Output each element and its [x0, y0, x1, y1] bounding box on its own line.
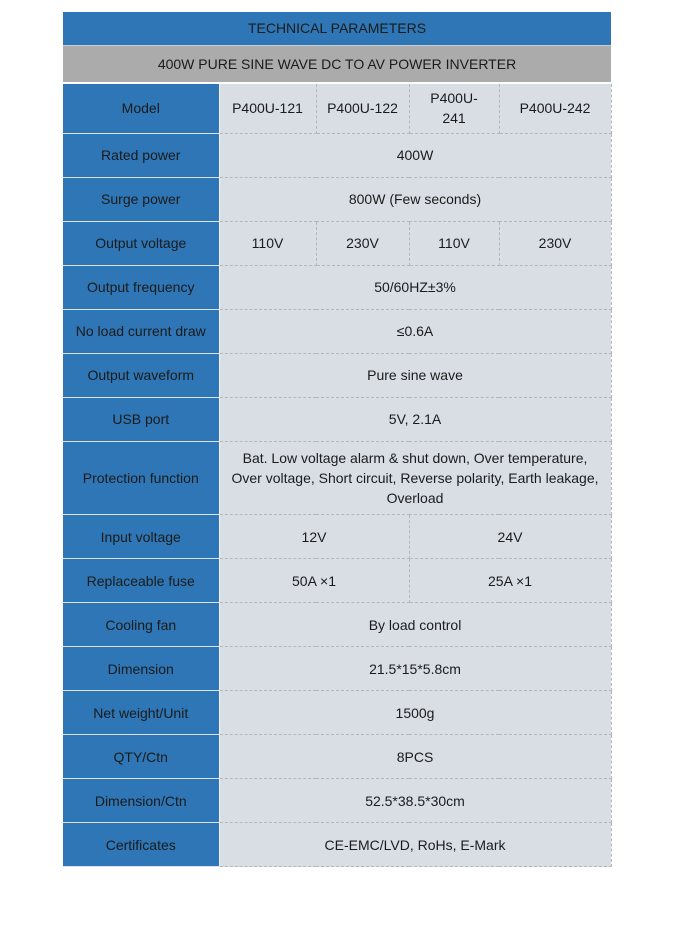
- row-value: 52.5*38.5*30cm: [219, 779, 611, 823]
- row-label: Protection function: [63, 441, 219, 515]
- table-row: [63, 309, 611, 353]
- row-label: Replaceable fuse: [63, 559, 219, 603]
- row-label: Output frequency: [63, 265, 219, 309]
- row-value: P400U-241: [409, 83, 499, 133]
- row-value: 800W (Few seconds): [219, 177, 611, 221]
- table-row: [63, 691, 611, 735]
- row-value: 230V: [499, 221, 611, 265]
- row-value: P400U-242: [499, 83, 611, 133]
- table-row: [63, 397, 611, 441]
- row-label: Output voltage: [63, 221, 219, 265]
- row-label: USB port: [63, 397, 219, 441]
- row-value: 5V, 2.1A: [219, 397, 611, 441]
- table-subtitle-row: [63, 45, 611, 83]
- table-row: [63, 559, 611, 603]
- row-value: 12V: [219, 515, 409, 559]
- row-value: P400U-122: [316, 83, 409, 133]
- row-value: 24V: [409, 515, 611, 559]
- technical-parameters-table: [63, 12, 612, 867]
- row-label: QTY/Ctn: [63, 735, 219, 779]
- row-label: No load current draw: [63, 309, 219, 353]
- row-value: CE-EMC/LVD, RoHs, E-Mark: [219, 823, 611, 867]
- row-label: Rated power: [63, 133, 219, 177]
- row-label: Output waveform: [63, 353, 219, 397]
- row-value: 8PCS: [219, 735, 611, 779]
- row-label: Cooling fan: [63, 603, 219, 647]
- row-value: By load control: [219, 603, 611, 647]
- table-row: [63, 441, 611, 515]
- row-value: Bat. Low voltage alarm & shut down, Over temperature, Over voltage, Short circuit, Reverse polarity, Earth leakage, Overload: [219, 441, 611, 515]
- row-value: 1500g: [219, 691, 611, 735]
- table-row: [63, 515, 611, 559]
- row-value: 230V: [316, 221, 409, 265]
- table-row: [63, 133, 611, 177]
- row-value: 400W: [219, 133, 611, 177]
- row-label: Surge power: [63, 177, 219, 221]
- row-value: 110V: [409, 221, 499, 265]
- row-value: 21.5*15*5.8cm: [219, 647, 611, 691]
- table-row: [63, 221, 611, 265]
- table-row: [63, 353, 611, 397]
- row-label: Dimension/Ctn: [63, 779, 219, 823]
- row-label: Net weight/Unit: [63, 691, 219, 735]
- spec-sheet: [63, 12, 612, 867]
- row-value: 50A ×1: [219, 559, 409, 603]
- row-value: ≤0.6A: [219, 309, 611, 353]
- table-row: [63, 735, 611, 779]
- row-value: 110V: [219, 221, 316, 265]
- row-value: 25A ×1: [409, 559, 611, 603]
- table-row: [63, 177, 611, 221]
- row-value: Pure sine wave: [219, 353, 611, 397]
- table-row: [63, 603, 611, 647]
- table-row: [63, 823, 611, 867]
- row-label: Certificates: [63, 823, 219, 867]
- row-label: Dimension: [63, 647, 219, 691]
- table-subtitle: 400W PURE SINE WAVE DC TO AV POWER INVERTER: [63, 45, 611, 83]
- table-row: [63, 265, 611, 309]
- table-title-row: [63, 12, 611, 45]
- row-value: 50/60HZ±3%: [219, 265, 611, 309]
- row-label: Input voltage: [63, 515, 219, 559]
- row-label: Model: [63, 83, 219, 133]
- table-title: TECHNICAL PARAMETERS: [63, 12, 611, 45]
- table-row: [63, 647, 611, 691]
- table-row: [63, 83, 611, 133]
- row-value: P400U-121: [219, 83, 316, 133]
- table-row: [63, 779, 611, 823]
